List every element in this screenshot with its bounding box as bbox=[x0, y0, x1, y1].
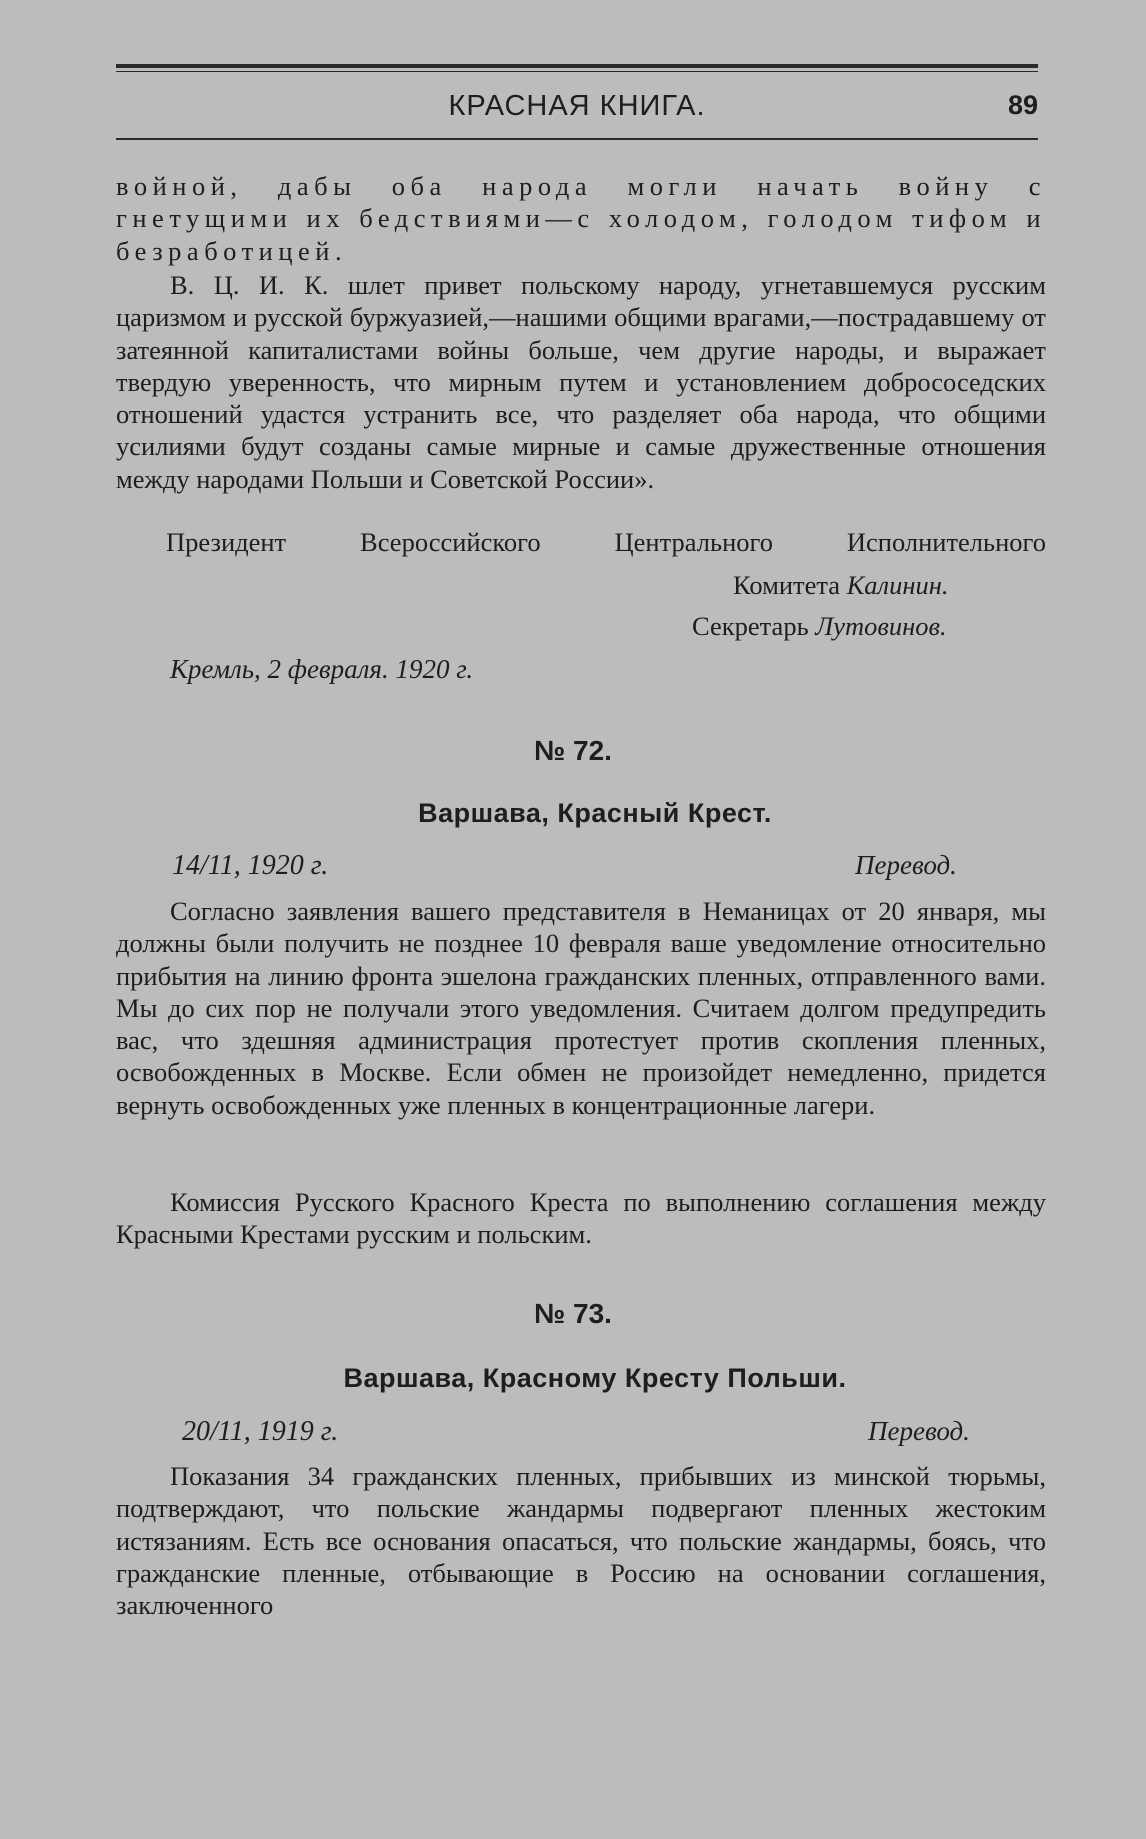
document-heading-73: Варшава, Красному Кресту Польши. bbox=[343, 1363, 847, 1393]
doc71-continuation-paragraph: войной, дабы оба народа могли начать войну с гнетущими их бедствиями—с холодом, голодом тифом и безработицей. bbox=[116, 171, 1046, 266]
signature-line-lutovinov bbox=[692, 611, 947, 642]
document-heading-72: Варшава, Красный Крест. bbox=[418, 798, 772, 828]
translation-note-73: Перевод. bbox=[868, 1416, 970, 1446]
document-date-72: 14/11, 1920 г. bbox=[172, 850, 329, 881]
doc71-paragraph: В. Ц. И. К. шлет привет польскому народу, угнетавшемуся русским царизмом и русской буржуазией,—нашими общими врагами,—пострадавшему от затеянной капиталистами войны больше, чем другие народы, и выражает твердую уверенность, что мирным путем и установлением добрососедских отношений удастся устранить все, что разделяет оба народа, что общими усилиями будут созданы самые мирные и самые дружественные отношения между народами Польши и Советской России». bbox=[116, 270, 1046, 494]
signature-line-kalinin bbox=[733, 570, 949, 601]
header-bottom-rule bbox=[116, 138, 1038, 140]
page-number: 89 bbox=[1007, 90, 1038, 120]
doc72-paragraph: Согласно заявления вашего представителя в Неманицах от 20 января, мы должны были получить не позднее 10 февраля ваше уведомление относительно прибытия на линию фронта эшелона гражданских пленных, отправленного вами. Мы до сих пор не получали этого уведомления. Считаем долгом предупредить вас, что здешняя администрация протестует против скопления пленных, освобожденных в Москве. Если обмен не произойдет немедленно, придется вернуть освобожденных уже пленных в концентрационные лагери. bbox=[116, 896, 1046, 1120]
doc72-signature-paragraph: Комиссия Русского Красного Креста по выполнению соглашения между Красными Крестами русским и польским. bbox=[116, 1187, 1046, 1250]
signature-name-lutovinov: Лутовинов. bbox=[815, 611, 947, 641]
signature-name-kalinin: Калинин. bbox=[846, 570, 949, 600]
doc73-paragraph: Показания 34 гражданских пленных, прибывших из минской тюрьмы, подтверждают, что польские жандармы подвергают пленных жестоким истязаниям. Есть все основания опасаться, что польские жандармы, боясь, что гражданские пленные, отбывающие в Россию на основании соглашения, заключенного bbox=[116, 1461, 1046, 1621]
document-date-73: 20/11, 1919 г. bbox=[182, 1416, 339, 1447]
header-top-rule bbox=[116, 64, 1038, 72]
translation-note-72: Перевод. bbox=[855, 850, 957, 880]
signature-committee-label: Комитета bbox=[733, 570, 841, 600]
document-number-72: № 72. bbox=[534, 735, 612, 766]
place-date: Кремль, 2 февраля. 1920 г. bbox=[170, 654, 474, 684]
signature-title-line: Президент Всероссийского Центрального Исполнительного bbox=[166, 527, 1046, 557]
running-header-title: КРАСНАЯ КНИГА. bbox=[448, 90, 706, 122]
signature-secretary-label: Секретарь bbox=[692, 611, 809, 641]
document-number-73: № 73. bbox=[534, 1298, 612, 1329]
